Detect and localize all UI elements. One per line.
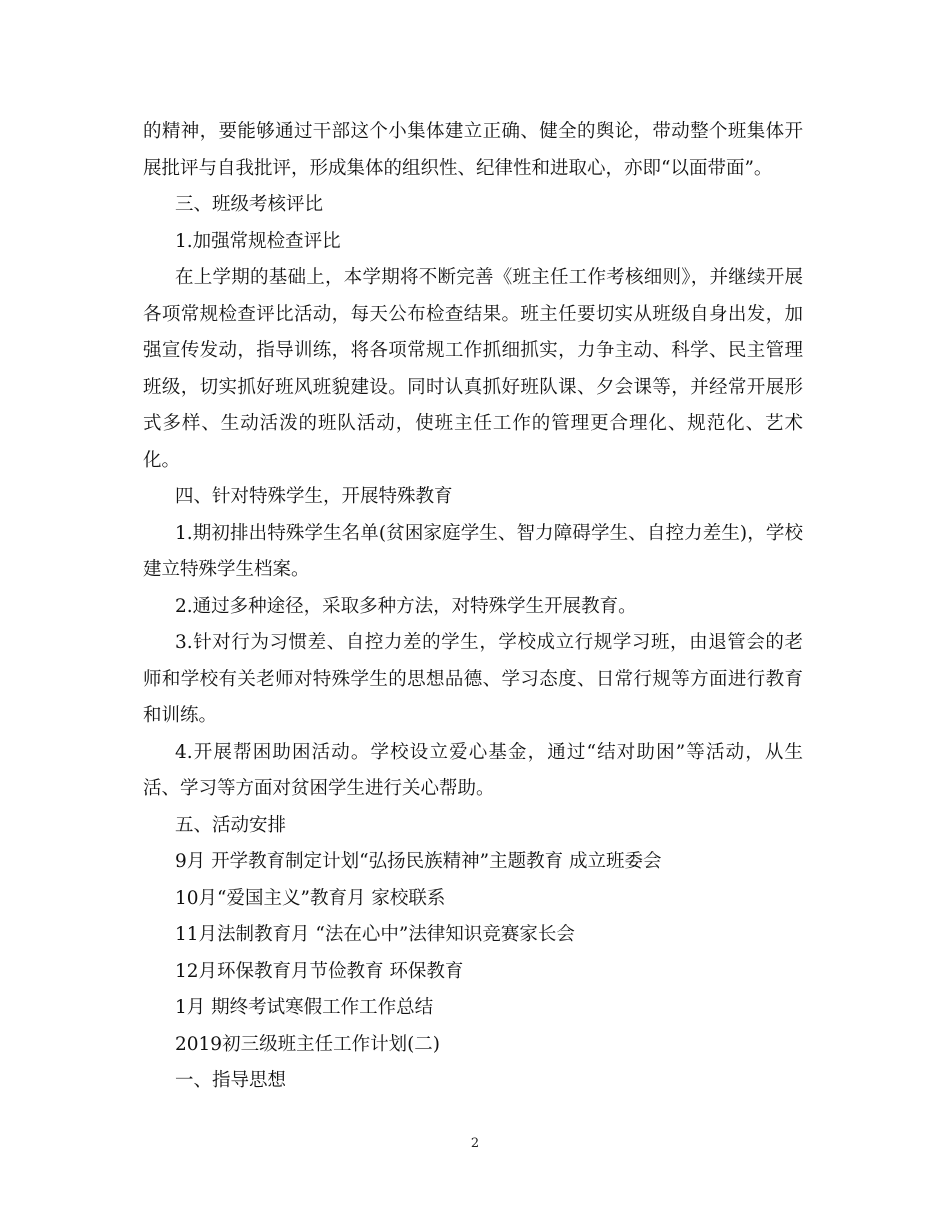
paragraph: 1.期初排出特殊学生名单(贫困家庭学生、智力障碍学生、自控力差生)，学校建立特殊学生档案。 bbox=[143, 522, 803, 580]
document-body bbox=[143, 114, 803, 1100]
schedule-item: 12月环保教育月节俭教育 环保教育 bbox=[175, 960, 464, 982]
paragraph: 4.开展帮困助困活动。学校设立爱心基金，通过“结对助困”等活动，从生活、学习等方面对贫困学生进行关心帮助。 bbox=[143, 741, 803, 799]
section-heading: 三、班级考核评比 bbox=[175, 194, 324, 215]
paragraph: 2.通过多种途径，采取多种方法，对特殊学生开展教育。 bbox=[175, 595, 637, 617]
schedule-item: 1月 期终考试寒假工作工作总结 bbox=[175, 997, 434, 1018]
paragraph: 在上学期的基础上，本学期将不断完善《班主任工作考核细则》，并继续开展各项常规检查评比活动，每天公布检查结果。班主任要切实从班级自身出发，加强宣传发动，指导训练，将各项常规工作抓细抓实，力争主动、科学、民主管理班级，切实抓好班风班貌建设。同时认真抓好班队课、夕会课等，并经常开展形式多样、生动活泼的班队活动，使班主任工作的管理更合理化、规范化、艺术化。 bbox=[143, 267, 803, 471]
document-subtitle: 2019初三级班主任工作计划(二) bbox=[175, 1033, 441, 1055]
schedule-item: 10月“爱国主义”教育月 家校联系 bbox=[175, 887, 446, 909]
section-heading: 一、指导思想 bbox=[175, 1070, 287, 1091]
schedule-item: 11月法制教育月 “法在心中”法律知识竞赛家长会 bbox=[175, 924, 575, 945]
paragraph: 的精神，要能够通过干部这个小集体建立正确、健全的舆论，带动整个班集体开展批评与自我批评，形成集体的组织性、纪律性和进取心，亦即“以面带面”。 bbox=[143, 121, 803, 179]
paragraph: 3.针对行为习惯差、自控力差的学生，学校成立行规学习班，由退管会的老师和学校有关老师对特殊学生的思想品德、学习态度、日常行规等方面进行教育和训练。 bbox=[143, 632, 803, 726]
page-number: 2 bbox=[470, 1136, 480, 1151]
subsection-heading: 1.加强常规检查评比 bbox=[175, 230, 341, 252]
section-heading: 四、针对特殊学生，开展特殊教育 bbox=[175, 486, 453, 507]
section-heading: 五、活动安排 bbox=[175, 814, 287, 836]
schedule-item: 9月 开学教育制定计划“弘扬民族精神”主题教育 成立班委会 bbox=[175, 851, 662, 872]
